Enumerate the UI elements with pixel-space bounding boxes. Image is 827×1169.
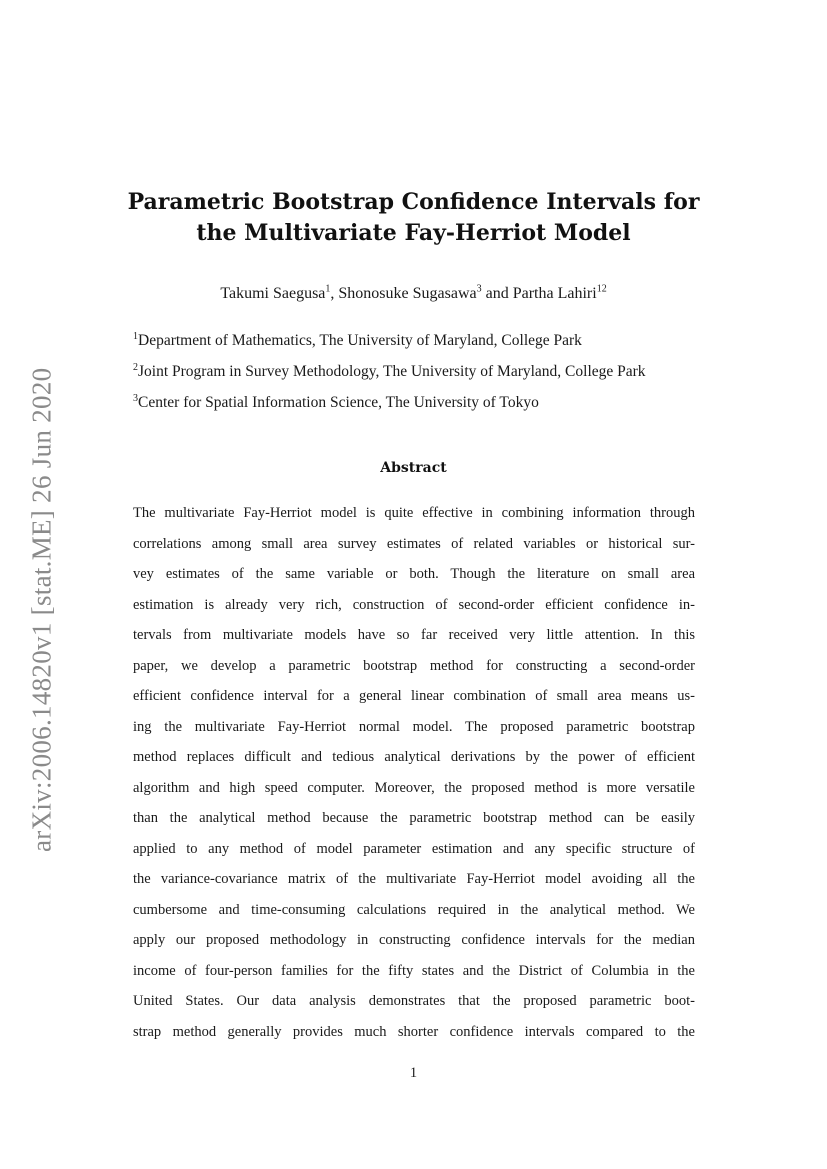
abstract-line: than the analytical method because the parametric bootstrap method can be easily (133, 810, 695, 826)
author-name: Shonosuke Sugasawa (338, 285, 477, 302)
page-number: 1 (409, 1065, 418, 1081)
abstract-line: apply our proposed methodology in constructing confidence intervals for the median (133, 932, 695, 948)
abstract-line: strap method generally provides much shorter confidence intervals compared to the (133, 1023, 695, 1040)
affiliation-mark: 3 (133, 392, 138, 404)
title-line-1: Parametric Bootstrap Confidence Intervals for (127, 189, 700, 215)
abstract-line: estimation is already very rich, construction of second-order efficient confidence in- (133, 596, 695, 613)
author-name: Partha Lahiri (512, 285, 597, 302)
abstract-line: The multivariate Fay-Herriot model is quite effective in combining information through (133, 505, 695, 521)
abstract-heading: Abstract (380, 460, 447, 476)
author-list (120, 285, 707, 303)
abstract-line: paper, we develop a parametric bootstrap method for constructing a second-order (133, 657, 695, 674)
affiliation-item (133, 392, 713, 423)
arxiv-identifier-stamp: arXiv:2006.14820v1 [stat.ME] 26 Jun 2020 (26, 367, 57, 853)
affiliation-list (133, 330, 713, 423)
title-line-2: the Multivariate Fay-Herriot Model (196, 220, 631, 246)
affiliation-text: Joint Program in Survey Methodology, The University of Maryland, College Park (138, 363, 646, 380)
affiliation-item (133, 330, 713, 361)
abstract-line: cumbersome and time-consuming calculations required in the analytical method. We (133, 901, 695, 918)
author-affiliation-mark: 12 (596, 283, 607, 295)
abstract-line: algorithm and high speed computer. Moreover, the proposed method is more versatile (133, 779, 695, 796)
abstract-line: United States. Our data analysis demonstrates that the proposed parametric boot- (133, 993, 695, 1009)
abstract-line: method replaces difficult and tedious analytical derivations by the power of efficient (133, 749, 695, 765)
author-separator: , (330, 285, 339, 302)
abstract-line: efficient confidence interval for a general linear combination of small area means us- (133, 688, 695, 704)
abstract-line: the variance-covariance matrix of the multivariate Fay-Herriot model avoiding all the (133, 871, 695, 887)
affiliation-mark: 1 (133, 330, 138, 342)
author-separator: and (481, 285, 513, 302)
abstract-line: applied to any method of model parameter estimation and any specific structure of (133, 840, 695, 857)
abstract-body (133, 503, 695, 1052)
affiliation-item (133, 361, 713, 392)
abstract-line: correlations among small area survey estimates of related variables or historical sur- (133, 535, 695, 552)
affiliation-text: Department of Mathematics, The University of Maryland, College Park (138, 332, 582, 349)
abstract-line: tervals from multivariate models have so far received very little attention. In this (133, 627, 695, 643)
abstract-line: vey estimates of the same variable or both. Though the literature on small area (133, 566, 695, 582)
paper-title (120, 187, 707, 249)
author-name: Takumi Saegusa (220, 285, 326, 302)
abstract-line: income of four-person families for the fifty states and the District of Columbia in the (133, 962, 695, 979)
abstract-line: ing the multivariate Fay-Herriot normal model. The proposed parametric bootstrap (133, 718, 695, 735)
affiliation-mark: 2 (133, 361, 138, 373)
affiliation-text: Center for Spatial Information Science, The University of Tokyo (138, 394, 539, 411)
author-affiliation-mark: 3 (476, 283, 482, 295)
author-affiliation-mark: 1 (325, 283, 331, 295)
